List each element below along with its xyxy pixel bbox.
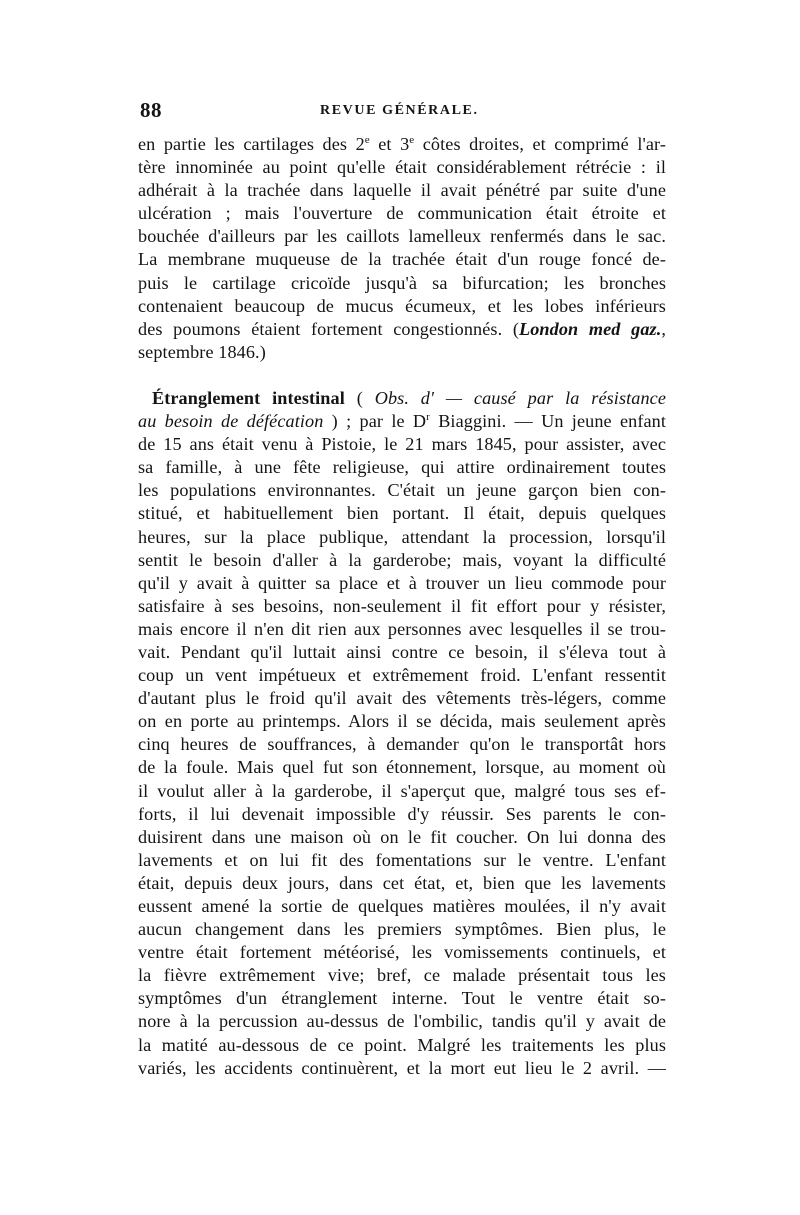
text-line: de 15 ans était venu à Pistoie, le 21 mars 1845, pour assister, avec: [138, 434, 666, 455]
text-line: qu'il y avait à quitter sa place et à trouver un lieu commode pour: [138, 572, 666, 593]
body-text: [138, 133, 666, 1080]
text-line: eussent amené la sortie de quelques matières moulées, il n'y avait: [138, 896, 666, 916]
text-line: stitué, et habituellement bien portant. Il était, depuis quelques: [138, 503, 666, 524]
text-line: adhérait à la trachée dans laquelle il avait pénétré par suite d'une: [138, 180, 666, 201]
text-line: nore à la percussion au-dessus de l'ombilic, tandis qu'il y avait de: [138, 1011, 666, 1032]
section-title: Étranglement intestinal: [152, 387, 345, 408]
text-line: aucun changement dans les premiers symptômes. Bien plus, le: [138, 919, 666, 940]
text-line: puis le cartilage cricoïde jusqu'à sa bifurcation; les bronches: [138, 272, 666, 293]
text-line: ulcération ; mais l'ouverture de communication était étroite et: [138, 203, 666, 224]
text-line: La membrane muqueuse de la trachée était d'un rouge foncé de-: [138, 249, 666, 270]
text-line: la fièvre extrêmement vive; bref, ce malade présentait tous les: [138, 965, 666, 986]
text-line: septembre 1846.): [138, 341, 266, 362]
paragraph-1: [138, 133, 666, 364]
text-line: symptômes d'un étranglement interne. Tout le ventre était so-: [138, 988, 666, 1009]
text-line: coup un vent impétueux et extrêmement froid. L'enfant ressentit: [138, 665, 666, 686]
text-line: variés, les accidents continuèrent, et la mort eut lieu le 2 avril. —: [138, 1057, 666, 1078]
text-line: sa famille, à une fête religieuse, qui attire ordinairement toutes: [138, 457, 666, 478]
text-line: mais encore il n'en dit rien aux personnes avec lesquelles il se trou-: [138, 618, 666, 639]
text-line: duisirent dans une maison où on le fit coucher. On lui donna des: [138, 826, 666, 847]
text-line: bouchée d'ailleurs par les caillots lamelleux renfermés dans le sac.: [138, 226, 666, 247]
paragraph-2: [138, 387, 666, 1080]
text-line: contenaient beaucoup de mucus écumeux, et les lobes inférieurs: [138, 295, 666, 316]
text-line: il voulut aller à la garderobe, il s'aperçut que, malgré tous ses ef-: [138, 780, 666, 801]
paragraph-spacer: [138, 364, 666, 387]
text-line: heures, sur la place publique, attendant la procession, lorsqu'il: [138, 526, 666, 547]
text-line: les populations environnantes. C'était un jeune garçon bien con-: [138, 480, 666, 501]
text-line: forts, il lui devenait impossible d'y réussir. Ses parents le con-: [138, 803, 666, 824]
text-line: ventre était fortement météorisé, les vomissements continuels, et: [138, 942, 666, 963]
text-line: cinq heures de souffrances, à demander qu'on le transportât hors: [138, 734, 666, 755]
text-line: vait. Pendant qu'il luttait ainsi contre ce besoin, il s'éleva tout à: [138, 641, 666, 662]
text-line: de la foule. Mais quel fut son étonnement, lorsque, au moment où: [138, 757, 666, 778]
text-line: satisfaire à ses besoins, non-seulement il fit effort pour y résister,: [138, 595, 666, 616]
text-line: la matité au-dessous de ce point. Malgré les traitements les plus: [138, 1034, 666, 1055]
page-header: [140, 98, 664, 126]
text-line: on en porte au printemps. Alors il se décida, mais seulement après: [138, 711, 666, 732]
text-line: au besoin de défécation ) ; par le $D^r$ Biaggini. — Un jeune enfant: [138, 410, 667, 432]
text-line: d'autant plus le froid qu'il avait des vêtements très-légers, comme: [138, 688, 666, 709]
page-number: 88: [140, 98, 162, 122]
text-line: lavements et on lui fit des fomentations sur le ventre. L'enfant: [138, 849, 666, 870]
text-line: en partie les cartilages des 2e et 3e côtes droites, et comprimé l'ar-: [138, 133, 666, 154]
text-line: tère innominée au point qu'elle était considérablement rétrécie : il: [138, 157, 666, 178]
section-heading-line: Étranglement intestinal ( Obs. d' — causé par la résistance: [152, 387, 667, 408]
text-line: sentit le besoin d'aller à la garderobe; mais, voyant la difficulté: [138, 549, 666, 570]
text-line: était, depuis deux jours, dans cet état, et, bien que les lavements: [138, 872, 666, 893]
running-head: REVUE GÉNÉRALE.: [320, 103, 479, 118]
text-line: des poumons étaient fortement congestionnés. (London med gaz.,: [138, 318, 667, 339]
